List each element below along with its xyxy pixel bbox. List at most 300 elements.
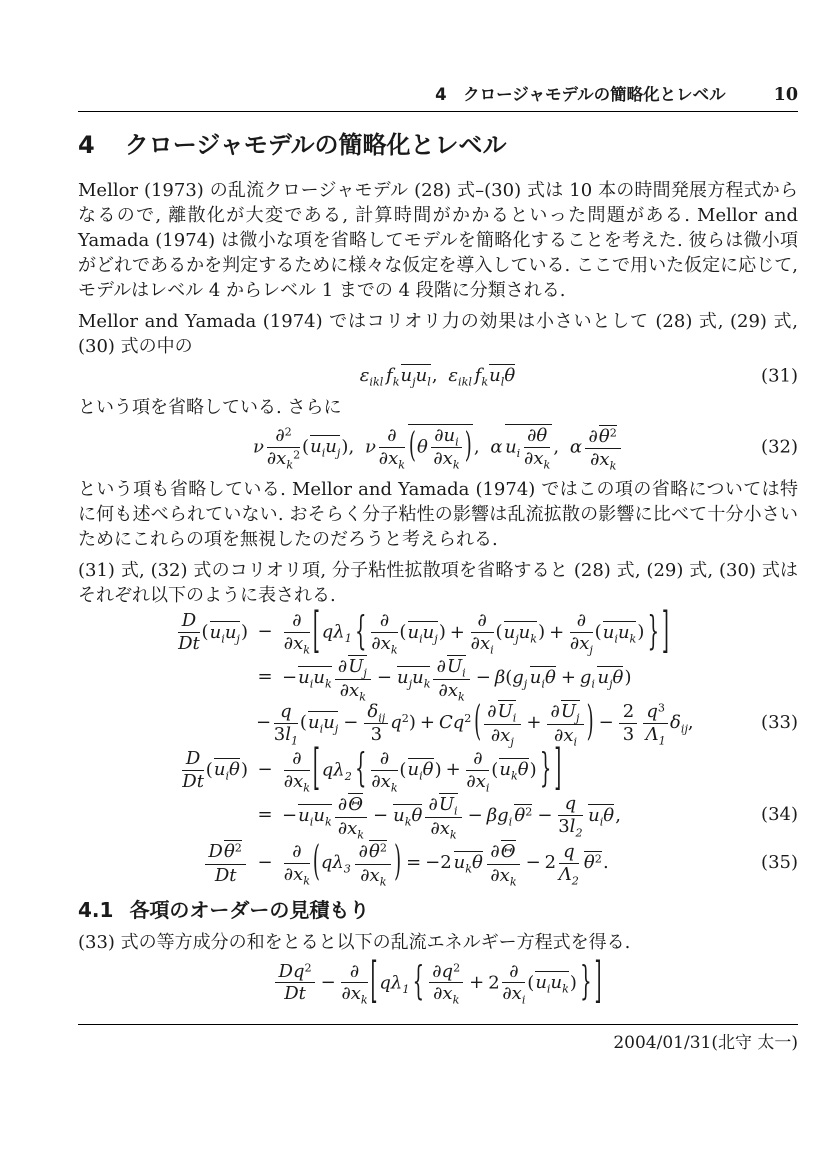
superscript: 2 xyxy=(379,841,387,855)
subscript: i xyxy=(508,815,513,829)
numerator xyxy=(355,840,391,865)
math-token: ∂x xyxy=(360,865,380,887)
math-token: + xyxy=(449,621,465,643)
math-token: u xyxy=(313,804,325,826)
numerator xyxy=(471,611,494,633)
math-token: ∂ xyxy=(473,748,483,770)
math-token: ∂ xyxy=(576,610,587,632)
numerator xyxy=(379,426,405,448)
denominator xyxy=(335,817,368,842)
subscript: ikl xyxy=(369,375,384,389)
math-token: u xyxy=(415,365,428,387)
subscript: k xyxy=(543,458,551,472)
paragraph-coriolis: Mellor and Yamada (1974) ではコリオリ力の効果は小さいとして (28) 式, (29) 式, (30) 式の中の xyxy=(78,311,798,357)
overline-group xyxy=(497,700,517,726)
math-token: g xyxy=(512,666,524,688)
subscript: i xyxy=(485,781,490,795)
page-number: 10 xyxy=(773,85,798,105)
math-token: U xyxy=(438,793,455,815)
math-token: u xyxy=(550,971,563,993)
denominator xyxy=(371,633,398,657)
math-token: , xyxy=(687,712,694,734)
equation-rhs xyxy=(256,697,694,749)
denominator xyxy=(466,770,490,795)
math-token: qλ xyxy=(321,621,345,643)
subscript: i xyxy=(309,815,314,829)
math-token: ( xyxy=(302,436,310,458)
math-token: u xyxy=(209,621,222,643)
subsection-heading xyxy=(78,896,798,924)
math-token: θ xyxy=(369,841,380,863)
delimiter: [ xyxy=(312,740,320,798)
math-token: qλ xyxy=(320,852,344,874)
footer-credit: 2004/01/31(北守 太一) xyxy=(613,1033,798,1053)
equation-tag: (33) xyxy=(761,711,798,733)
math-token: ) xyxy=(240,759,248,781)
fraction xyxy=(205,840,246,885)
math-token: U xyxy=(446,656,463,677)
math-token: q xyxy=(390,712,402,734)
subscript: 2 xyxy=(575,826,583,840)
equation-31-tag: (31) xyxy=(761,365,798,386)
superscript: 2 xyxy=(401,712,409,726)
overline-group xyxy=(310,435,340,458)
subscript: k xyxy=(324,677,332,691)
numerator xyxy=(619,702,637,724)
subscript: j xyxy=(434,632,438,646)
math-token: u xyxy=(400,365,413,387)
fraction xyxy=(431,424,462,472)
math-token: ∂x xyxy=(466,770,486,792)
subscript: i xyxy=(573,735,578,749)
fraction xyxy=(524,424,551,472)
math-token: ∂ xyxy=(379,610,390,632)
math-token: ∂x xyxy=(283,770,304,792)
fraction xyxy=(569,610,593,657)
math-token: ∂x xyxy=(433,447,453,469)
fraction xyxy=(283,748,311,795)
subscript: i xyxy=(599,815,604,829)
math-token: ∂x xyxy=(524,447,544,469)
math-token: Cq xyxy=(438,712,465,734)
subscript: ij xyxy=(680,722,688,736)
running-head-title: 4 クロージャモデルの簡略化とレベル xyxy=(435,85,726,104)
overline-group xyxy=(213,758,240,784)
math-token: ( xyxy=(505,666,513,688)
subscript: k xyxy=(303,781,311,795)
math-token: q xyxy=(646,700,658,722)
math-token: θ xyxy=(583,852,595,874)
math-token: ∂ xyxy=(337,793,348,815)
math-token: ε xyxy=(359,365,370,387)
math-token: u xyxy=(453,852,466,874)
equation-rhs xyxy=(282,793,621,842)
equation-lhs xyxy=(176,611,248,654)
math-token: Θ xyxy=(500,841,516,863)
overline-group xyxy=(298,804,332,827)
math-token: θ xyxy=(544,666,556,688)
math-token: ) xyxy=(240,621,248,643)
equation-operator: − xyxy=(257,851,273,873)
math-token: ∂u xyxy=(434,424,456,446)
fraction xyxy=(619,702,637,745)
math-token: f xyxy=(474,365,482,387)
math-token: θ xyxy=(411,804,423,826)
subscript: i xyxy=(225,770,230,784)
math-token: ∂x xyxy=(430,817,450,839)
math-token: θ xyxy=(504,365,516,387)
subscript: k xyxy=(357,828,365,842)
math-token: , xyxy=(553,436,560,458)
math-token: + xyxy=(445,759,461,781)
equation-row xyxy=(78,655,798,704)
overline-group xyxy=(603,621,637,644)
denominator xyxy=(470,633,494,657)
denominator xyxy=(273,723,299,748)
overline-group xyxy=(224,840,242,863)
denominator xyxy=(275,983,315,1004)
fraction xyxy=(484,700,521,749)
subscript: j xyxy=(408,677,413,691)
math-token: u xyxy=(588,804,600,826)
math-token: l xyxy=(569,816,576,838)
math-token: ∂ xyxy=(337,656,348,677)
fraction xyxy=(433,655,470,704)
denominator xyxy=(378,447,406,472)
math-token: 3 xyxy=(370,723,383,745)
equation-tag: (35) xyxy=(761,851,798,873)
math-token: u xyxy=(224,621,237,643)
denominator xyxy=(283,633,311,657)
math-token: − xyxy=(282,804,298,826)
math-token: ε xyxy=(448,365,459,387)
paragraph-viscosity: という項も省略している. Mellor and Yamada (1974) ではこの項の省略については特に何も述べられていない. おそらく分子粘性の影響は乱流拡散の影響に比べて十分小さいためにこれらの項を無視したのだろうと考えられる. xyxy=(78,479,798,550)
delimiter: { xyxy=(412,958,425,1005)
overline-group xyxy=(505,424,552,472)
math-token: ) xyxy=(538,621,546,643)
equation-row xyxy=(78,697,798,749)
math-token: 3 xyxy=(558,816,570,838)
subscript: j xyxy=(336,446,341,460)
math-token: U xyxy=(348,656,364,677)
numerator xyxy=(371,611,397,633)
math-token: ) xyxy=(569,971,577,993)
denominator xyxy=(178,633,200,654)
math-token: D xyxy=(208,841,223,863)
math-token: ( xyxy=(205,759,213,781)
math-token: U xyxy=(560,701,577,723)
subscript: 1 xyxy=(344,632,352,646)
overline-group xyxy=(348,793,363,816)
overline-group xyxy=(407,758,434,784)
fraction xyxy=(487,840,520,889)
math-token: Λ xyxy=(645,723,659,745)
page-footer xyxy=(78,1024,798,1056)
math-token: ) xyxy=(529,759,537,781)
math-token: + xyxy=(419,712,435,734)
subscript: j xyxy=(510,735,514,749)
page-header xyxy=(78,84,798,106)
delimiter: ( xyxy=(408,426,416,467)
subscript: k xyxy=(452,458,460,472)
fraction xyxy=(470,610,494,657)
math-token: + xyxy=(549,621,565,643)
overline-group xyxy=(454,851,483,874)
math-token: ( xyxy=(495,621,503,643)
subscript: i xyxy=(521,994,526,1008)
math-token: u xyxy=(323,712,335,734)
overline-group xyxy=(439,793,458,816)
subscript: j xyxy=(236,632,240,646)
math-token: ∂x xyxy=(371,770,391,792)
overline-group xyxy=(447,655,466,678)
overline-group xyxy=(210,621,240,644)
overline-group xyxy=(369,840,387,863)
math-token: Dt xyxy=(182,770,204,792)
math-token: ∂x xyxy=(283,633,304,654)
delimiter: ) xyxy=(586,697,594,747)
equation-rhs xyxy=(282,740,562,798)
math-token: u xyxy=(412,666,424,688)
superscript: 2 xyxy=(234,841,242,855)
math-token: u xyxy=(529,666,542,688)
superscript: 2 xyxy=(609,425,617,439)
subscript: i xyxy=(462,666,466,680)
equation-32-body xyxy=(253,424,623,473)
math-token: ∂q xyxy=(432,960,454,982)
fraction xyxy=(273,700,299,748)
math-token: − xyxy=(598,712,614,734)
subscript: l xyxy=(500,375,505,389)
math-token: θ xyxy=(514,804,526,826)
math-token: l xyxy=(285,723,291,745)
overline-group xyxy=(489,364,515,387)
equation-energy xyxy=(78,953,798,1010)
math-token: ∂ xyxy=(588,425,598,447)
math-token: ∂x xyxy=(502,983,522,1005)
math-token: u xyxy=(617,621,630,643)
fraction xyxy=(558,793,583,840)
math-token: θ xyxy=(517,759,529,781)
math-token: Dt xyxy=(284,983,306,1005)
fraction xyxy=(425,793,462,842)
math-token: Θ xyxy=(348,793,363,815)
subscript: i xyxy=(221,632,225,646)
numerator xyxy=(524,426,551,448)
fraction xyxy=(341,960,368,1008)
paragraph-energy: (33) 式の等方成分の和をとると以下の乱流エネルギー方程式を得る. xyxy=(78,931,631,953)
equation-lhs xyxy=(181,749,249,792)
subscript: j xyxy=(515,632,519,646)
section-number: 4 xyxy=(78,131,95,159)
subscript: i xyxy=(490,643,494,657)
fraction xyxy=(558,840,579,888)
math-token: u xyxy=(518,621,531,643)
math-token: ∂x xyxy=(266,447,287,469)
equation-row xyxy=(78,740,798,798)
math-token: q xyxy=(280,700,292,722)
subscript: k xyxy=(509,875,517,889)
delimiter: ] xyxy=(661,602,669,660)
math-token: ∂x xyxy=(438,679,459,701)
math-token: ∂θ xyxy=(527,424,548,446)
subsection-title: 各項のオーダーの見積もり xyxy=(129,897,370,922)
overline-group xyxy=(298,666,332,689)
math-token: ) xyxy=(624,666,632,688)
subscript: i xyxy=(512,712,517,726)
delimiter: } xyxy=(580,958,592,1005)
math-token: α xyxy=(490,436,503,458)
numerator xyxy=(335,655,372,680)
superscript: 2 xyxy=(464,712,472,726)
math-token: −2 xyxy=(425,852,452,874)
denominator xyxy=(283,863,311,888)
subscript: j xyxy=(589,643,593,657)
subscript: j xyxy=(523,677,528,691)
delimiter: { xyxy=(354,746,367,793)
math-token: q xyxy=(564,793,577,815)
equation-row xyxy=(78,602,798,660)
fraction xyxy=(643,700,668,748)
numerator xyxy=(335,793,368,818)
math-token: ∂x xyxy=(339,679,360,701)
math-token: − xyxy=(373,804,389,826)
denominator xyxy=(524,447,551,472)
math-token: qλ xyxy=(321,759,345,781)
math-token: ∂ xyxy=(387,424,397,446)
equation-lhs xyxy=(203,840,248,885)
math-token: ∂x xyxy=(554,725,574,747)
denominator xyxy=(429,983,463,1008)
math-token: ∂x xyxy=(590,449,610,471)
subscript: j xyxy=(363,666,367,680)
math-token: u xyxy=(313,666,325,688)
overline-group xyxy=(597,666,623,689)
equation-operator: − xyxy=(257,759,273,781)
delimiter: { xyxy=(354,608,367,655)
denominator xyxy=(364,724,388,745)
math-token: α xyxy=(569,436,583,458)
subscript: 1 xyxy=(291,734,299,748)
math-token: u xyxy=(213,759,226,781)
numerator xyxy=(284,611,310,633)
subscript: k xyxy=(465,862,472,876)
math-token: ∂x xyxy=(371,633,391,654)
math-token: ∂ xyxy=(436,656,446,677)
overline-group xyxy=(584,851,602,874)
math-token: ) xyxy=(434,759,442,781)
denominator xyxy=(585,449,621,473)
math-token: ∂ xyxy=(379,748,390,770)
math-token: ∂ xyxy=(349,960,360,982)
header-rule xyxy=(78,111,798,112)
math-token: θ xyxy=(422,759,434,781)
math-token: u xyxy=(310,436,322,458)
subscript: j xyxy=(576,712,580,726)
fraction xyxy=(585,425,621,473)
subscript: i xyxy=(454,804,458,818)
math-token: . xyxy=(602,852,609,874)
paragraph-intro: Mellor (1973) の乱流クロージャモデル (28) 式–(30) 式は 10 本の時間発展方程式からなるので, 離散化が大変である, 計算時間がかかるといった問題がある. Mellor and Yamada (1974) は微小な項を省略してモデルを簡略化することを考えた. 彼らは微小項がどれであるかを判定するために様々な仮定を導入している. ここで用いた仮定に応じて, モデルはレベル 4 からレベル 1 までの 4 段階に分類される. xyxy=(78,180,798,301)
math-token: θ xyxy=(598,425,610,447)
math-token: − xyxy=(282,666,298,688)
delimiter: [ xyxy=(370,953,378,1010)
subscript: ij xyxy=(378,711,386,725)
denominator xyxy=(569,633,593,657)
math-token: 2 xyxy=(544,852,557,874)
denominator xyxy=(266,447,301,472)
math-token: q xyxy=(563,840,575,862)
numerator xyxy=(275,962,315,984)
math-token: ∂x xyxy=(283,863,304,885)
math-token: θ xyxy=(223,841,235,863)
equation-31 xyxy=(78,362,798,389)
math-token: θ xyxy=(612,666,624,688)
paragraph-simplified: (31) 式, (32) 式のコリオリ項, 分子粘性拡散項を省略すると (28) 式, (29) 式, (30) 式はそれぞれ以下のように表される. xyxy=(78,560,798,606)
equation-operator: − xyxy=(257,621,273,643)
numerator xyxy=(466,749,489,771)
subscript: i xyxy=(546,982,551,996)
subscript: k xyxy=(392,375,400,389)
subscript: k xyxy=(510,770,518,784)
subscript: k xyxy=(390,643,398,657)
subscript: i xyxy=(309,677,314,691)
denominator xyxy=(355,865,391,889)
subscript: l xyxy=(427,375,431,389)
delimiter: ( xyxy=(312,837,320,887)
math-token: ∂x xyxy=(490,865,510,887)
numerator xyxy=(205,840,246,865)
math-token: ν xyxy=(364,436,376,458)
numerator xyxy=(267,426,300,448)
fraction xyxy=(371,610,398,657)
math-token: − xyxy=(376,666,392,688)
math-token: ∂ xyxy=(509,960,519,982)
subscript: k xyxy=(390,781,398,795)
section-heading xyxy=(78,130,798,160)
math-token: ( xyxy=(594,621,602,643)
overline-group xyxy=(501,840,516,863)
superscript: 2 xyxy=(453,961,461,975)
math-token: ∂ xyxy=(550,701,560,723)
overline-group xyxy=(397,666,430,689)
subscript: k xyxy=(530,632,538,646)
equation-tag: (34) xyxy=(761,804,798,826)
math-token: ( xyxy=(491,759,499,781)
numerator xyxy=(284,842,310,864)
math-token: , xyxy=(431,365,438,387)
equation-row xyxy=(78,793,798,842)
subscript: 3 xyxy=(343,862,351,876)
subscript: i xyxy=(321,446,326,460)
math-token: u xyxy=(503,621,516,643)
math-token: ) xyxy=(438,621,446,643)
math-token: − xyxy=(537,804,553,826)
numerator xyxy=(425,793,462,818)
subscript: 1 xyxy=(402,982,410,996)
subsection-number: 4.1 xyxy=(78,897,114,922)
delimiter: } xyxy=(539,746,552,793)
math-token: θ xyxy=(229,759,240,781)
denominator xyxy=(558,816,583,840)
math-token: − xyxy=(343,712,359,734)
math-token: ∂x xyxy=(337,817,358,839)
equation-operator: = xyxy=(257,666,273,688)
equation-32 xyxy=(78,423,798,471)
math-token: qλ xyxy=(379,971,403,993)
delimiter: ] xyxy=(554,740,562,798)
math-token: β xyxy=(494,666,506,688)
